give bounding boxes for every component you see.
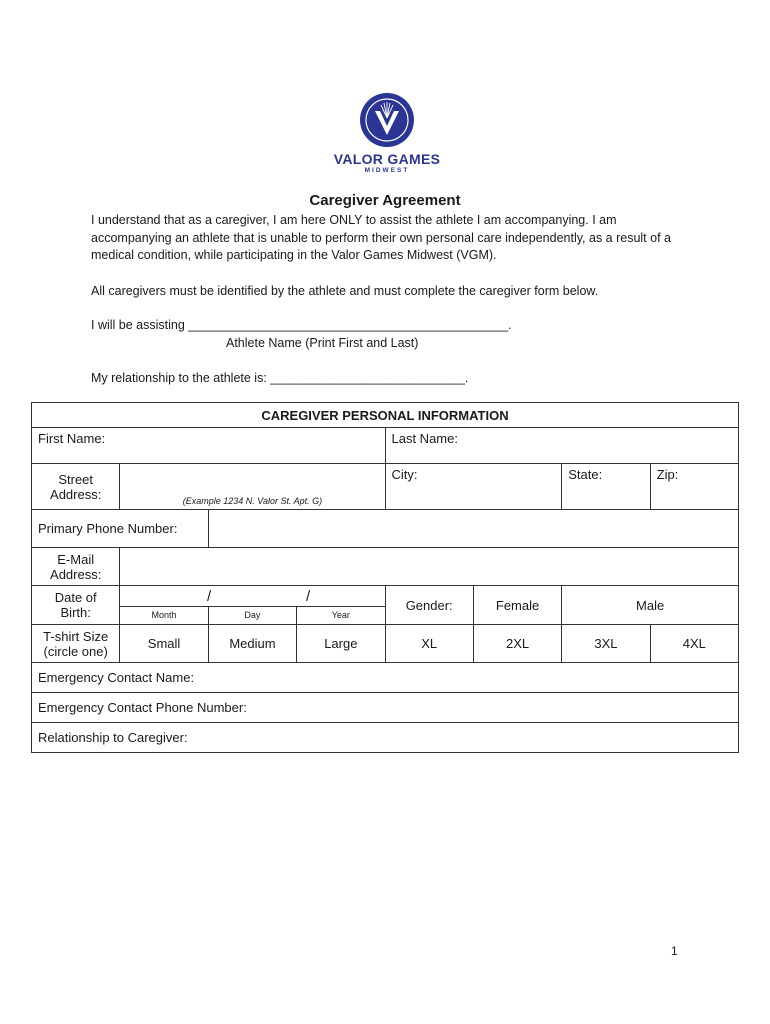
state-field[interactable] <box>562 464 650 510</box>
dob-month-caption: Month <box>120 607 208 624</box>
size-option-large[interactable]: Large <box>297 625 385 663</box>
valor-games-logo <box>333 92 441 175</box>
gender-label: Gender: <box>385 586 473 625</box>
size-option-3xl[interactable]: 3XL <box>562 625 650 663</box>
assist-line: I will be assisting ______________________________________________. <box>91 318 512 332</box>
form-header: CAREGIVER PERSONAL INFORMATION <box>32 403 739 428</box>
emergency-contact-name-field[interactable] <box>32 663 739 693</box>
dob-day-caption: Day <box>209 607 297 624</box>
size-option-small[interactable]: Small <box>120 625 208 663</box>
emergency-contact-name-label: Emergency Contact Name: <box>38 670 195 685</box>
email-label <box>32 548 120 586</box>
primary-phone-field[interactable] <box>208 510 738 548</box>
page-title: Caregiver Agreement <box>309 192 461 209</box>
gender-option-female[interactable]: Female <box>473 586 561 625</box>
email-label-line2: Address: <box>50 566 102 582</box>
dob-label-line2: Birth: <box>60 605 91 620</box>
tshirt-label <box>32 625 120 663</box>
address-label: Address: <box>50 486 102 502</box>
valor-games-emblem-icon <box>359 92 415 148</box>
street-label: Street <box>58 471 94 487</box>
size-option-4xl[interactable]: 4XL <box>650 625 738 663</box>
email-label-line1: E-Mail <box>57 551 95 567</box>
logo-name: VALOR GAMES <box>333 151 441 167</box>
city-label: City: <box>391 467 418 482</box>
dob-captions <box>120 606 384 624</box>
intro-paragraph: I understand that as a caregiver, I am here ONLY to assist the athlete I am accompanying. I am accompanying an athlete that is unable to perform their own personal care independently, as a result of a medical condition, while participating in the Valor Games Midwest (VGM). <box>91 213 671 262</box>
dob-label-line1: Date of <box>54 590 97 605</box>
page-number: 1 <box>671 944 678 958</box>
relationship-to-caregiver-field[interactable] <box>32 723 739 753</box>
zip-field[interactable] <box>650 464 738 510</box>
gender-option-male[interactable]: Male <box>562 586 739 625</box>
street-example: (Example 1234 N. Valor St. Apt. G) <box>182 496 323 506</box>
dob-label <box>32 586 120 625</box>
emergency-contact-phone-field[interactable] <box>32 693 739 723</box>
athlete-name-caption: Athlete Name (Print First and Last) <box>226 336 419 350</box>
relationship-line: My relationship to the athlete is: ____________________________. <box>91 371 469 385</box>
dob-slash-1: / <box>207 587 212 605</box>
caregiver-info-table <box>31 402 739 753</box>
street-address-label <box>32 464 120 510</box>
logo-subtitle: MIDWEST <box>364 167 410 174</box>
first-name-label: First Name: <box>38 431 106 446</box>
tshirt-label-line1: T-shirt Size <box>43 628 109 644</box>
identify-paragraph: All caregivers must be identified by the athlete and must complete the caregiver form below. <box>91 284 599 298</box>
size-option-xl[interactable]: XL <box>385 625 473 663</box>
size-option-medium[interactable]: Medium <box>208 625 296 663</box>
dob-slashes <box>120 586 384 606</box>
street-address-field[interactable] <box>120 464 385 510</box>
primary-phone-label: Primary Phone Number: <box>32 510 209 548</box>
city-field[interactable] <box>385 464 562 510</box>
state-label: State: <box>568 467 603 482</box>
dob-year-caption: Year <box>331 610 350 620</box>
last-name-label: Last Name: <box>391 431 458 446</box>
first-name-field[interactable] <box>32 428 386 464</box>
dob-slash-2: / <box>306 587 311 605</box>
tshirt-label-line2: (circle one) <box>43 643 108 659</box>
relationship-to-caregiver-label: Relationship to Caregiver: <box>38 730 188 745</box>
size-option-2xl[interactable]: 2XL <box>473 625 561 663</box>
emergency-contact-phone-label: Emergency Contact Phone Number: <box>38 700 247 715</box>
dob-field[interactable] <box>120 586 385 625</box>
email-field[interactable] <box>120 548 739 586</box>
zip-label: Zip: <box>656 467 679 482</box>
last-name-field[interactable] <box>385 428 739 464</box>
